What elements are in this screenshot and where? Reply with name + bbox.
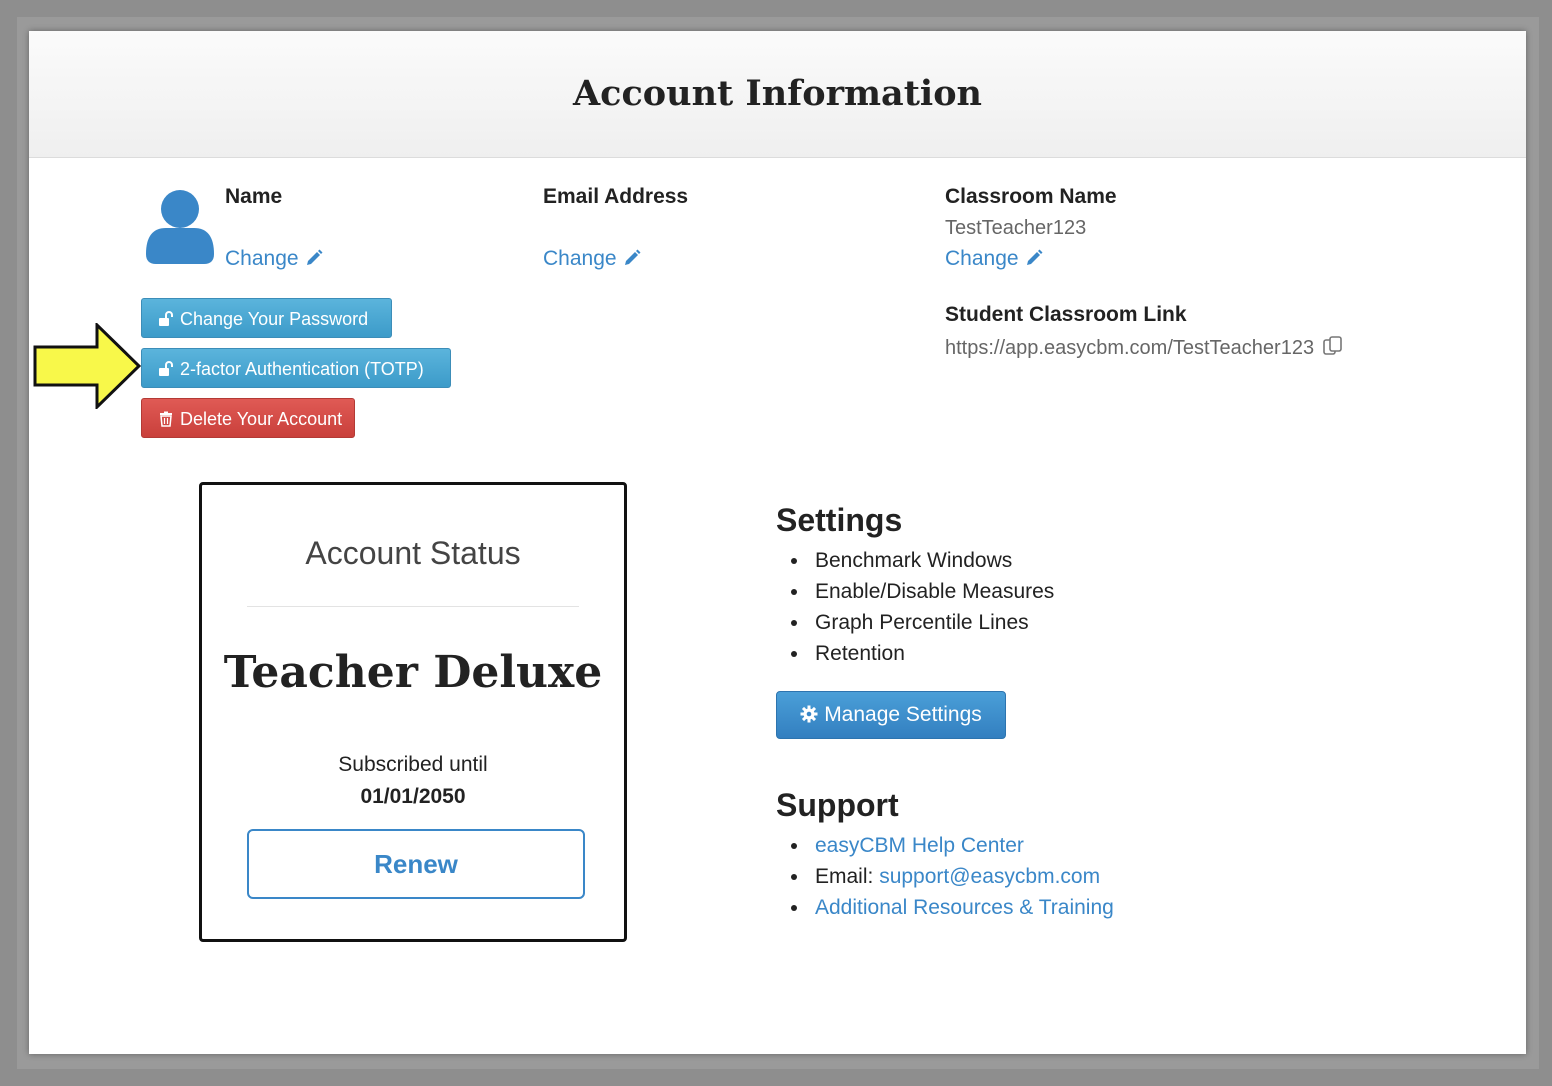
manage-settings-label: Manage Settings — [824, 703, 982, 726]
unlock-icon — [158, 351, 174, 367]
name-change-link[interactable] — [225, 247, 323, 271]
classroom-name-label: Classroom Name — [945, 185, 1117, 208]
copy-icon[interactable] — [1322, 335, 1344, 357]
renew-button[interactable]: Renew — [247, 829, 585, 899]
classroom-change-text: Change — [945, 247, 1019, 270]
settings-list — [776, 545, 1054, 669]
pencil-icon — [1025, 249, 1043, 267]
support-heading: Support — [776, 787, 899, 823]
subscribed-until-date: 01/01/2050 — [360, 785, 466, 808]
page-title: Account Information — [573, 73, 982, 114]
plan-name: Teacher Deluxe — [223, 647, 603, 698]
support-list — [776, 830, 1114, 923]
email-label: Email Address — [543, 185, 689, 208]
unlock-icon — [158, 301, 174, 317]
email-prefix: Email: — [815, 865, 880, 888]
trash-icon — [158, 401, 174, 417]
account-panel — [29, 31, 1526, 1054]
list-item — [776, 861, 1114, 892]
change-password-button[interactable] — [141, 298, 392, 338]
classroom-name-value: TestTeacher123 — [945, 217, 1087, 239]
account-status-card — [199, 482, 627, 942]
resources-training-link[interactable]: Additional Resources & Training — [815, 896, 1114, 919]
gear-icon — [800, 694, 818, 712]
manage-settings-button[interactable] — [776, 691, 1006, 739]
settings-heading: Settings — [776, 502, 903, 538]
student-classroom-link-row — [945, 335, 1344, 360]
help-center-link[interactable]: easyCBM Help Center — [815, 834, 1024, 857]
support-email-link[interactable]: support@easycbm.com — [879, 865, 1101, 888]
classroom-change-link[interactable] — [945, 247, 1043, 271]
student-classroom-link-value: https://app.easycbm.com/TestTeacher123 — [945, 337, 1315, 359]
list-item — [776, 892, 1114, 923]
two-factor-auth-label: 2-factor Authentication (TOTP) — [180, 359, 424, 379]
subscribed-until-label: Subscribed until — [338, 753, 488, 776]
list-item — [776, 830, 1114, 861]
student-classroom-link-label: Student Classroom Link — [945, 303, 1187, 326]
account-status-title: Account Status — [305, 535, 521, 571]
list-item: Retention — [776, 638, 1054, 669]
change-password-label: Change Your Password — [180, 309, 369, 329]
delete-account-label: Delete Your Account — [180, 409, 343, 429]
email-change-text: Change — [543, 247, 617, 270]
email-change-link[interactable] — [543, 247, 641, 271]
divider — [247, 606, 579, 607]
user-avatar-icon — [144, 188, 216, 268]
panel-header — [29, 31, 1526, 158]
name-change-text: Change — [225, 247, 299, 270]
delete-account-button[interactable] — [141, 398, 355, 438]
name-label: Name — [225, 185, 283, 208]
list-item: Benchmark Windows — [776, 545, 1054, 576]
pencil-icon — [305, 249, 323, 267]
two-factor-auth-button[interactable] — [141, 348, 451, 388]
pencil-icon — [623, 249, 641, 267]
annotation-arrow — [33, 323, 141, 409]
list-item: Graph Percentile Lines — [776, 607, 1054, 638]
list-item: Enable/Disable Measures — [776, 576, 1054, 607]
